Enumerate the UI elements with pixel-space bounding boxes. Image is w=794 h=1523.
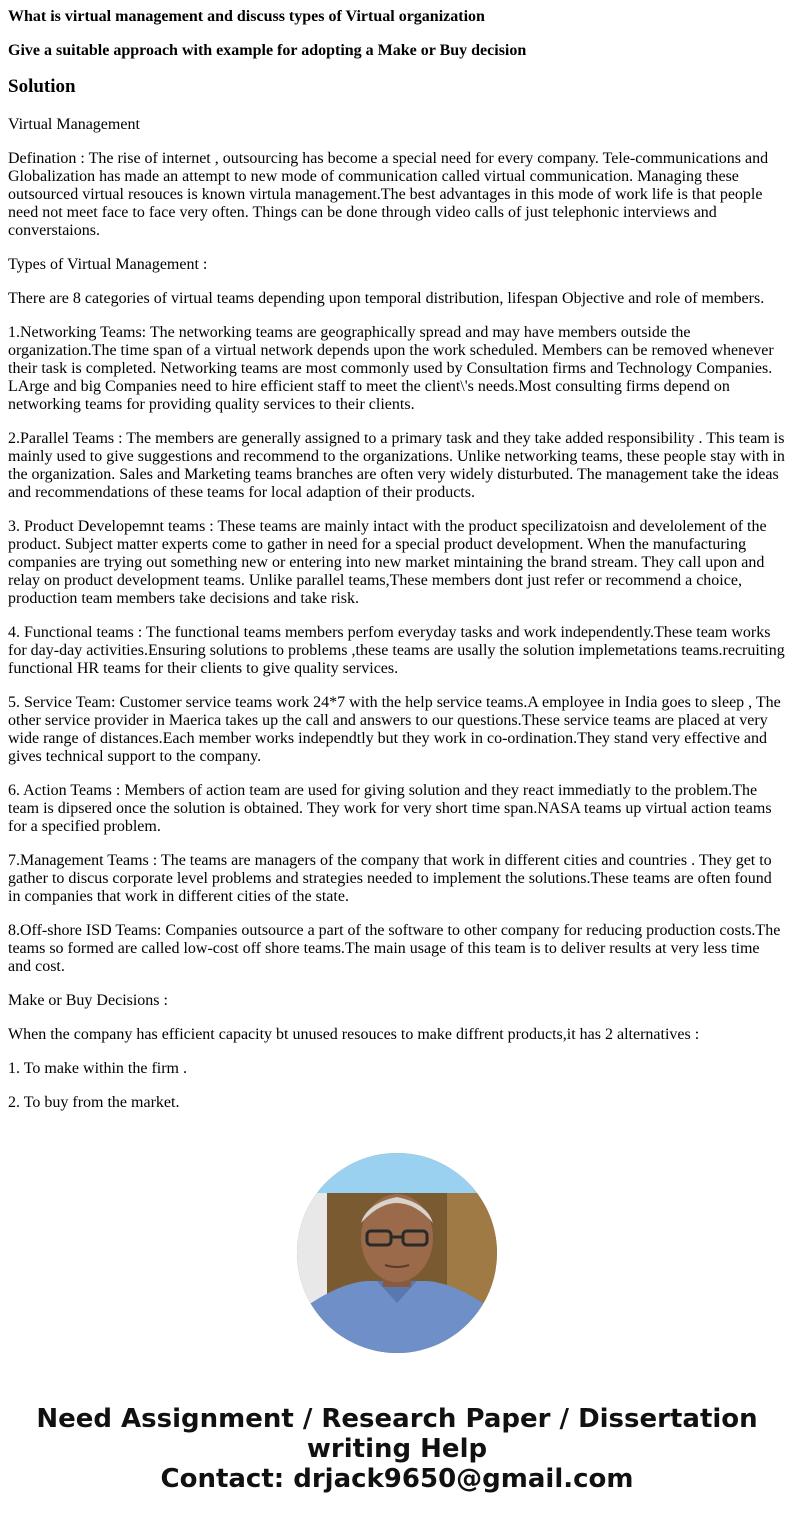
author-photo bbox=[297, 1153, 497, 1353]
paragraph-categories-intro: There are 8 categories of virtual teams depending upon temporal distribution, lifespan Objective and role of members. bbox=[8, 290, 765, 307]
paragraph-service-team: 5. Service Team: Customer service teams work 24*7 with the help service teams.A employee in India goes to sleep , The other service provider in Maerica takes up the call and answers to our questions.These service teams are placed at very wide range of distances.Each member works independtly but they work in co-ordination.They stand very effective and gives technical support to the company. bbox=[8, 694, 781, 765]
banner-line-1: Need Assignment / Research Paper / Dissertation bbox=[36, 1404, 758, 1434]
paragraph-functional-teams: 4. Functional teams : The functional teams members perfom everyday tasks and work independently.These team works for day-day activities.Ensuring solutions to problems ,these teams are usally the solution implemetations teams.recruiting functional HR teams for their clients to give quality services. bbox=[8, 624, 785, 677]
paragraph-offshore-teams: 8.Off-shore ISD Teams: Companies outsource a part of the software to other company for reducing production costs.The teams so formed are called low-cost off shore teams.The main usage of this team is to deliver results at very less time and cost. bbox=[8, 922, 781, 975]
banner-line-2: writing Help bbox=[306, 1434, 488, 1464]
paragraph-management-teams: 7.Management Teams : The teams are managers of the company that work in different cities and countries . They get to gather to discus corporate level problems and strategies needed to implement the solutions.These teams are often found in companies that work in different cities of the state. bbox=[8, 852, 772, 905]
paragraph-definition: Defination : The rise of internet , outsourcing has become a special need for every company. Tele-communications and Globalization has made an attempt to new mode of communication called virtual communication. Managing these outsourced virtual resouces is known virtula management.The best advantages in this mode of work life is that people need not meet face to face very often. Things can be done through video calls of just telephonic interviews and converstaions. bbox=[8, 150, 769, 239]
paragraph-make-or-buy-intro: When the company has efficient capacity bt unused resouces to make diffrent products,it has 2 alternatives : bbox=[8, 1026, 700, 1043]
paragraph-parallel-teams: 2.Parallel Teams : The members are generally assigned to a primary task and they take added responsibility . This team is mainly used to give suggestions and recommend to the organizations. Unlike networking teams, these people stay with in the organization. Sales and Marketing teams branches are often very widely disturbuted. The management take the ideas and recommendations of these teams for local adaption of their products. bbox=[8, 430, 785, 501]
banner-contact-line: Contact: drjack9650@gmail.com bbox=[160, 1464, 634, 1494]
question-title-2: Give a suitable approach with example for adopting a Make or Buy decision bbox=[8, 42, 527, 59]
paragraph-virtual-management: Virtual Management bbox=[8, 116, 140, 133]
paragraph-make-or-buy-heading: Make or Buy Decisions : bbox=[8, 992, 168, 1009]
contact-banner bbox=[0, 1404, 794, 1494]
paragraph-action-teams: 6. Action Teams : Members of action team are used for giving solution and they react immediatly to the problem.The team is dipsered once the solution is obtained. They work for very short time span.NASA teams up virtual action teams for a specified problem. bbox=[8, 782, 772, 835]
question-title-1: What is virtual management and discuss types of Virtual organization bbox=[8, 8, 485, 25]
paragraph-alternative-buy: 2. To buy from the market. bbox=[8, 1094, 180, 1111]
author-portrait-image bbox=[297, 1153, 497, 1353]
paragraph-alternative-make: 1. To make within the firm . bbox=[8, 1060, 187, 1077]
solution-heading: Solution bbox=[8, 76, 76, 97]
paragraph-types-heading: Types of Virtual Management : bbox=[8, 256, 208, 273]
paragraph-product-development-teams: 3. Product Developemnt teams : These teams are mainly intact with the product specilizatoisn and develolement of the product. Subject matter experts come to gather in need for a special product development. When the manufacturing companies are trying out something new or entering into new market mintaining the brand stream. They call upon and relay on product development teams. Unlike parallel teams,These members dont just refer or recommend a choice, production team members take decisions and take risk. bbox=[8, 518, 767, 607]
paragraph-networking-teams: 1.Networking Teams: The networking teams are geographically spread and may have members outside the organization.The time span of a virtual network depends upon the work scheduled. Members can be removed whenever their task is completed. Networking teams are most commonly used by Consultation firms and Technology Companies. LArge and big Companies need to hire efficient staff to meet the client\'s needs.Most consulting firms depend on networking teams for providing quality services to their clients. bbox=[8, 324, 774, 413]
